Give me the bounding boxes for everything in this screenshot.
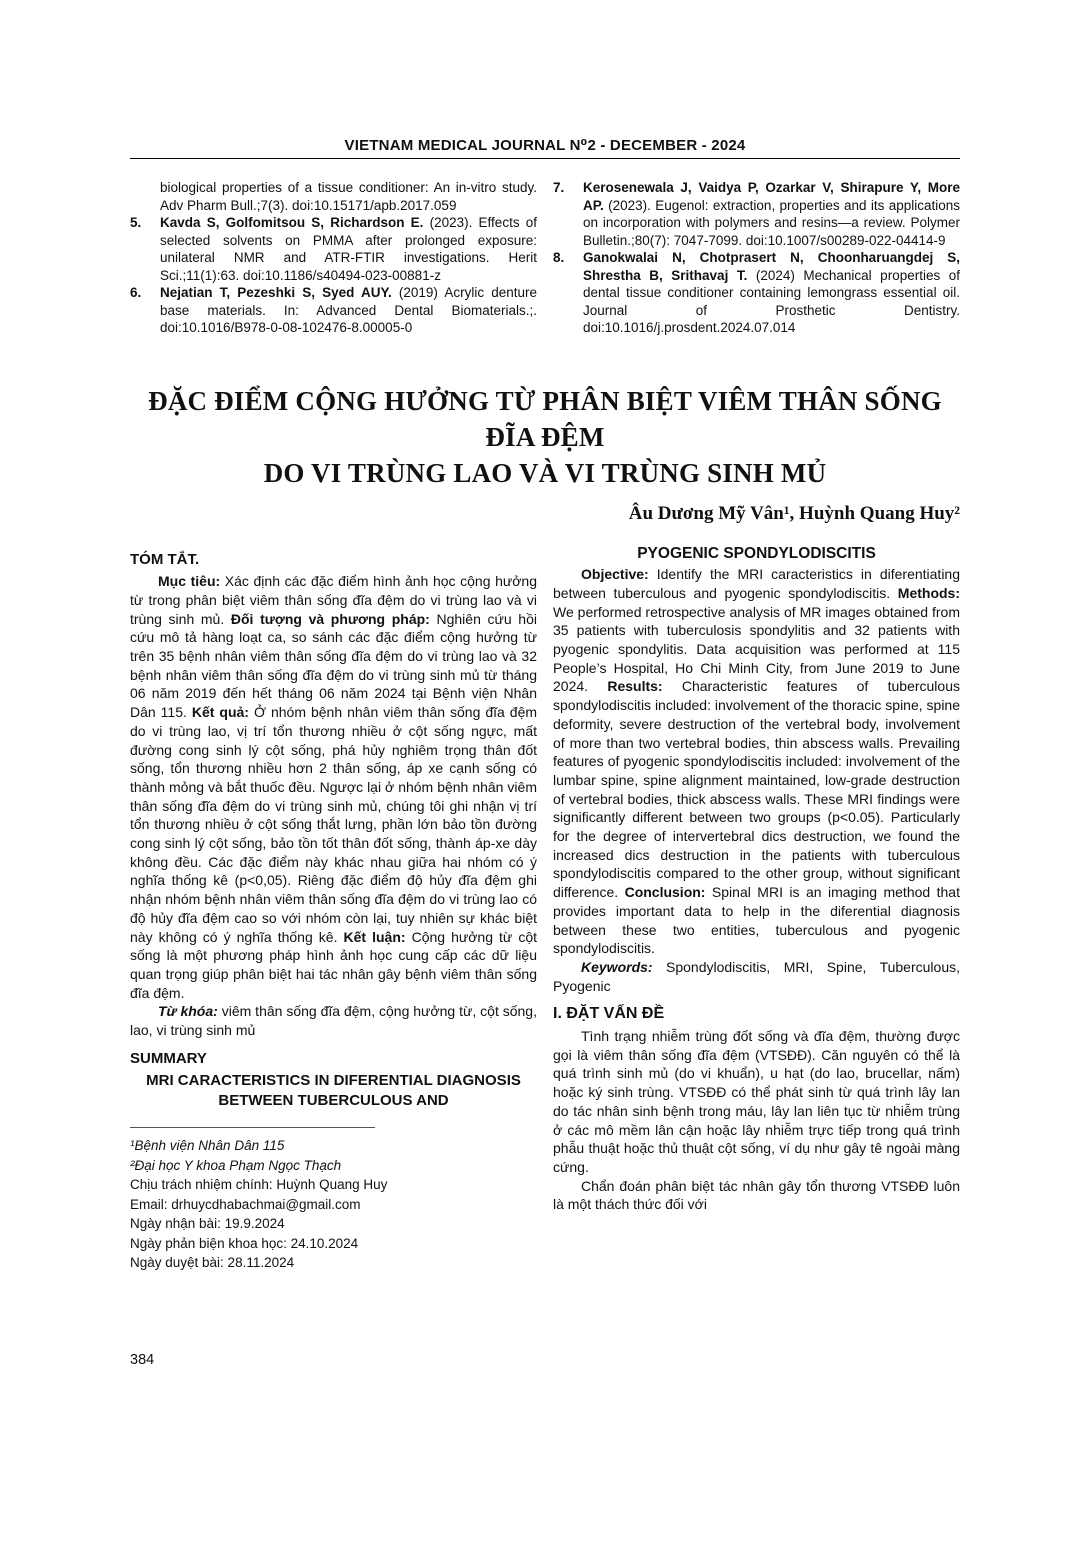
references-right-column xyxy=(553,179,960,337)
reference-item-7 xyxy=(553,179,960,249)
affiliation-1: ¹Bệnh viện Nhân Dân 115 xyxy=(130,1138,285,1154)
footnote-rule xyxy=(130,1127,375,1128)
author-line: Âu Dương Mỹ Vân¹, Huỳnh Quang Huy² xyxy=(628,502,960,524)
affiliation-2: ²Đại học Y khoa Phạm Ngọc Thạch xyxy=(130,1157,342,1173)
reference-text: Kavda S, Golfomitsou S, Richardson E. (2023). Effects of selected solvents on PMMA after prolonged exposure: unilateral NMR and ATR-FTIR investigations. Herit Sci.;11(1):63. doi:10.1186/s40494-023-00881-z xyxy=(160,215,537,283)
tom-tat-abstract: Mục tiêu: Xác định các đặc điểm hình ảnh học cộng hưởng từ trong phân biệt viêm thân sống đĩa đệm do vi trùng lao và vi trùng sinh mủ. Đối tượng và phương pháp: Nghiên cứu hồi cứu mô tả hàng loạt ca, so sánh các đặc điểm cộng hưởng từ trên 35 bệnh nhân viêm thân sống đĩa đệm do vi trùng lao và 32 bệnh nhân viêm thân sống đĩa đệm do vi trùng sinh mủ từ tháng 06 năm 2019 đến hết tháng 06 năm 2024 tại Bệnh viện Nhân Dân 115. Kết quả: Ở nhóm bệnh nhân viêm thân sống đĩa đệm do vi trùng lao, vị trí tổn thương nhiều ở cột sống ngực, mất đường cong sinh lý cột sống, phá hủy nghiêm trọng thân đốt sống, tổn thương nhiều hơn 2 thân sống, áp xe cạnh sống có thành mỏng và bắt thuốc đều. Ngược lại ở nhóm bệnh nhân viêm thân sống đĩa đệm do vi trùng sinh mủ, chúng tôi ghi nhận vị trí tổn thương nhiều ở cột sống thắt lưng, phần lớn bảo tồn đường cong sinh lý cột sống, bảo tồn tốt thân đốt sống, thành áp-xe dày không đều. Các đặc điểm này khác nhau giữa hai nhóm có ý nghĩa thống kê (p<0,05). Riêng đặc điểm độ hủy đĩa đệm ghi nhận nhóm bệnh nhân viêm thân sống đĩa đệm do vi trùng lao có độ hủy đĩa đệm cao so với nhóm còn lại, tuy nhiên sự khác biệt này không có ý nghĩa thống kê. Kết luận: Cộng hưởng từ cột sống là một phương pháp hình ảnh học cung cấp các dữ liệu quan trọng giúp phân biệt hai tác nhân gây bệnh viêm thân sống đĩa đệm. xyxy=(130,573,538,1001)
reference-item-5 xyxy=(130,214,537,284)
article-title-line-1: ĐẶC ĐIỂM CỘNG HƯỞNG TỪ PHÂN BIỆT VIÊM THÂN SỐNG ĐĨA ĐỆM xyxy=(148,385,942,452)
summary-subtitle: MRI CARACTERISTICS IN DIFERENTIAL DIAGNOSIS BETWEEN TUBERCULOUS AND xyxy=(146,1072,521,1110)
reference-number: 6. xyxy=(130,285,142,300)
reference-item-8 xyxy=(553,249,960,337)
reference-text: Ganokwalai N, Chotprasert N, Choonharuangdej S, Shrestha B, Srithavaj T. (2024) Mechanical properties of dental tissue conditioner containing lemongrass essential oil. Journal of Prosthetic Dentistry. doi:10.1016/j.prosdent.2024.07.014 xyxy=(583,250,960,335)
english-abstract: Objective: Identify the MRI caracteristics in diferentiating between tuberculous and pyogenic spondylodiscitis. Methods: We performed retrospective analysis of MR images obtained from 35 patients with tuberculosis spondylitis and 32 patients with pyogenic spondylitis. Data acquisition was performed at 115 People’s Hospital, Ho Chi Minh City, from June 2019 to June 2024. Results: Characteristic features of tuberculous spondylodiscitis included: involvement of the thoracic spine, spine deformity, severe destruction of the vertebral body, involvement of more than two vertebral bodies, thin abscess walls. Prevailing features of pyogenic spondylodiscitis included: involvement of the lumbar spine, spine alignment maintained, low-grade destruction of vertebral bodies, thick abscess walls. These MRI findings were significantly different between two groups (p<0.05). Particularly for the degree of intervertebral dics destruction, we found the increased dics destruction in the patients with tuberculous spondylodiscitis compared to the other group, without significant difference. Conclusion: Spinal MRI is an imaging method that provides important data to help in the diferential diagnosis between these two entities, tuberculous and pyogenic spondylodiscitis. xyxy=(553,566,961,957)
tom-tat-heading: TÓM TẮT. xyxy=(130,550,200,568)
introduction-paragraph-1: Tình trạng nhiễm trùng đốt sống và đĩa đệm, thường được gọi là viêm thân sống đĩa đệm (VTSĐĐ). Căn nguyên có thể là quá trình sinh mủ (do vi khuẩn), u hạt (do lao, brucellar, nấm) hoặc ký sinh trùng. VTSĐĐ có thể phát sinh từ quá trình lây lan do tác nhân sinh bệnh trong máu, lây lan liên tục từ nhiễm trùng ở các mô mềm lân cận hoặc lây nhiễm trực tiếp trong quá trình phẫu thuật hoặc thủ thuật cột sống, ví dụ như gây tê ngoài màng cứng. xyxy=(553,1028,960,1175)
references-left-column xyxy=(130,179,537,337)
reference-text: Kerosenewala J, Vaidya P, Ozarkar V, Shirapure Y, More AP. (2023). Eugenol: extraction, properties and its applications on incorporation with polymers and resins—a review. Polymer Bulletin.;80(7): 7047-7099. doi:10.1007/s00289-022-04414-9 xyxy=(583,180,960,248)
reference-number: 5. xyxy=(130,215,142,230)
reference-item-6 xyxy=(130,284,537,337)
date-accepted: Ngày duyệt bài: 28.11.2024 xyxy=(130,1255,295,1271)
english-title-heading: PYOGENIC SPONDYLODISCITIS xyxy=(637,544,876,562)
date-received: Ngày nhận bài: 19.9.2024 xyxy=(130,1216,285,1232)
corresponding-author: Chịu trách nhiệm chính: Huỳnh Quang Huy xyxy=(130,1177,388,1193)
introduction-paragraph-2: Chẩn đoán phân biệt tác nhân gây tổn thương VTSĐĐ luôn là một thách thức đối với xyxy=(553,1177,960,1213)
reference-list xyxy=(130,179,960,337)
english-keywords: Keywords: Spondylodiscitis, MRI, Spine, Tuberculous, Pyogenic xyxy=(553,958,960,994)
header-rule xyxy=(130,158,960,159)
article-body xyxy=(130,545,960,1273)
reference-number: 8. xyxy=(553,250,565,265)
footnote-block xyxy=(130,1136,537,1273)
corresponding-email: Email: drhuycdhabachmai@gmail.com xyxy=(130,1196,361,1212)
body-left-column xyxy=(130,545,537,1273)
reference-text: Nejatian T, Pezeshki S, Syed AUY. (2019) Acrylic denture base materials. In: Advanced Dental Biomaterials.;. doi:10.1016/B978-0-08-102476-8.00005-0 xyxy=(160,285,537,335)
page-number: 384 xyxy=(130,1352,155,1368)
reference-item-4-continuation: biological properties of a tissue conditioner: An in-vitro study. Adv Pharm Bull.;7(3). doi:10.15171/apb.2017.059 xyxy=(160,180,537,213)
date-reviewed: Ngày phản biện khoa học: 24.10.2024 xyxy=(130,1235,359,1251)
summary-heading: SUMMARY xyxy=(130,1049,207,1067)
reference-number: 7. xyxy=(553,180,565,195)
running-header: VIETNAM MEDICAL JOURNAL N⁰2 - DECEMBER - 2024 xyxy=(344,137,746,154)
body-right-column xyxy=(553,545,960,1273)
article-title-line-2: DO VI TRÙNG LAO VÀ VI TRÙNG SINH MỦ xyxy=(263,457,827,488)
tom-tat-keywords: Từ khóa: viêm thân sống đĩa đệm, cộng hưởng từ, cột sống, lao, vi trùng sinh mủ xyxy=(130,1003,537,1039)
introduction-heading: I. ĐẶT VẤN ĐỀ xyxy=(553,1005,665,1023)
article-title xyxy=(130,383,960,491)
